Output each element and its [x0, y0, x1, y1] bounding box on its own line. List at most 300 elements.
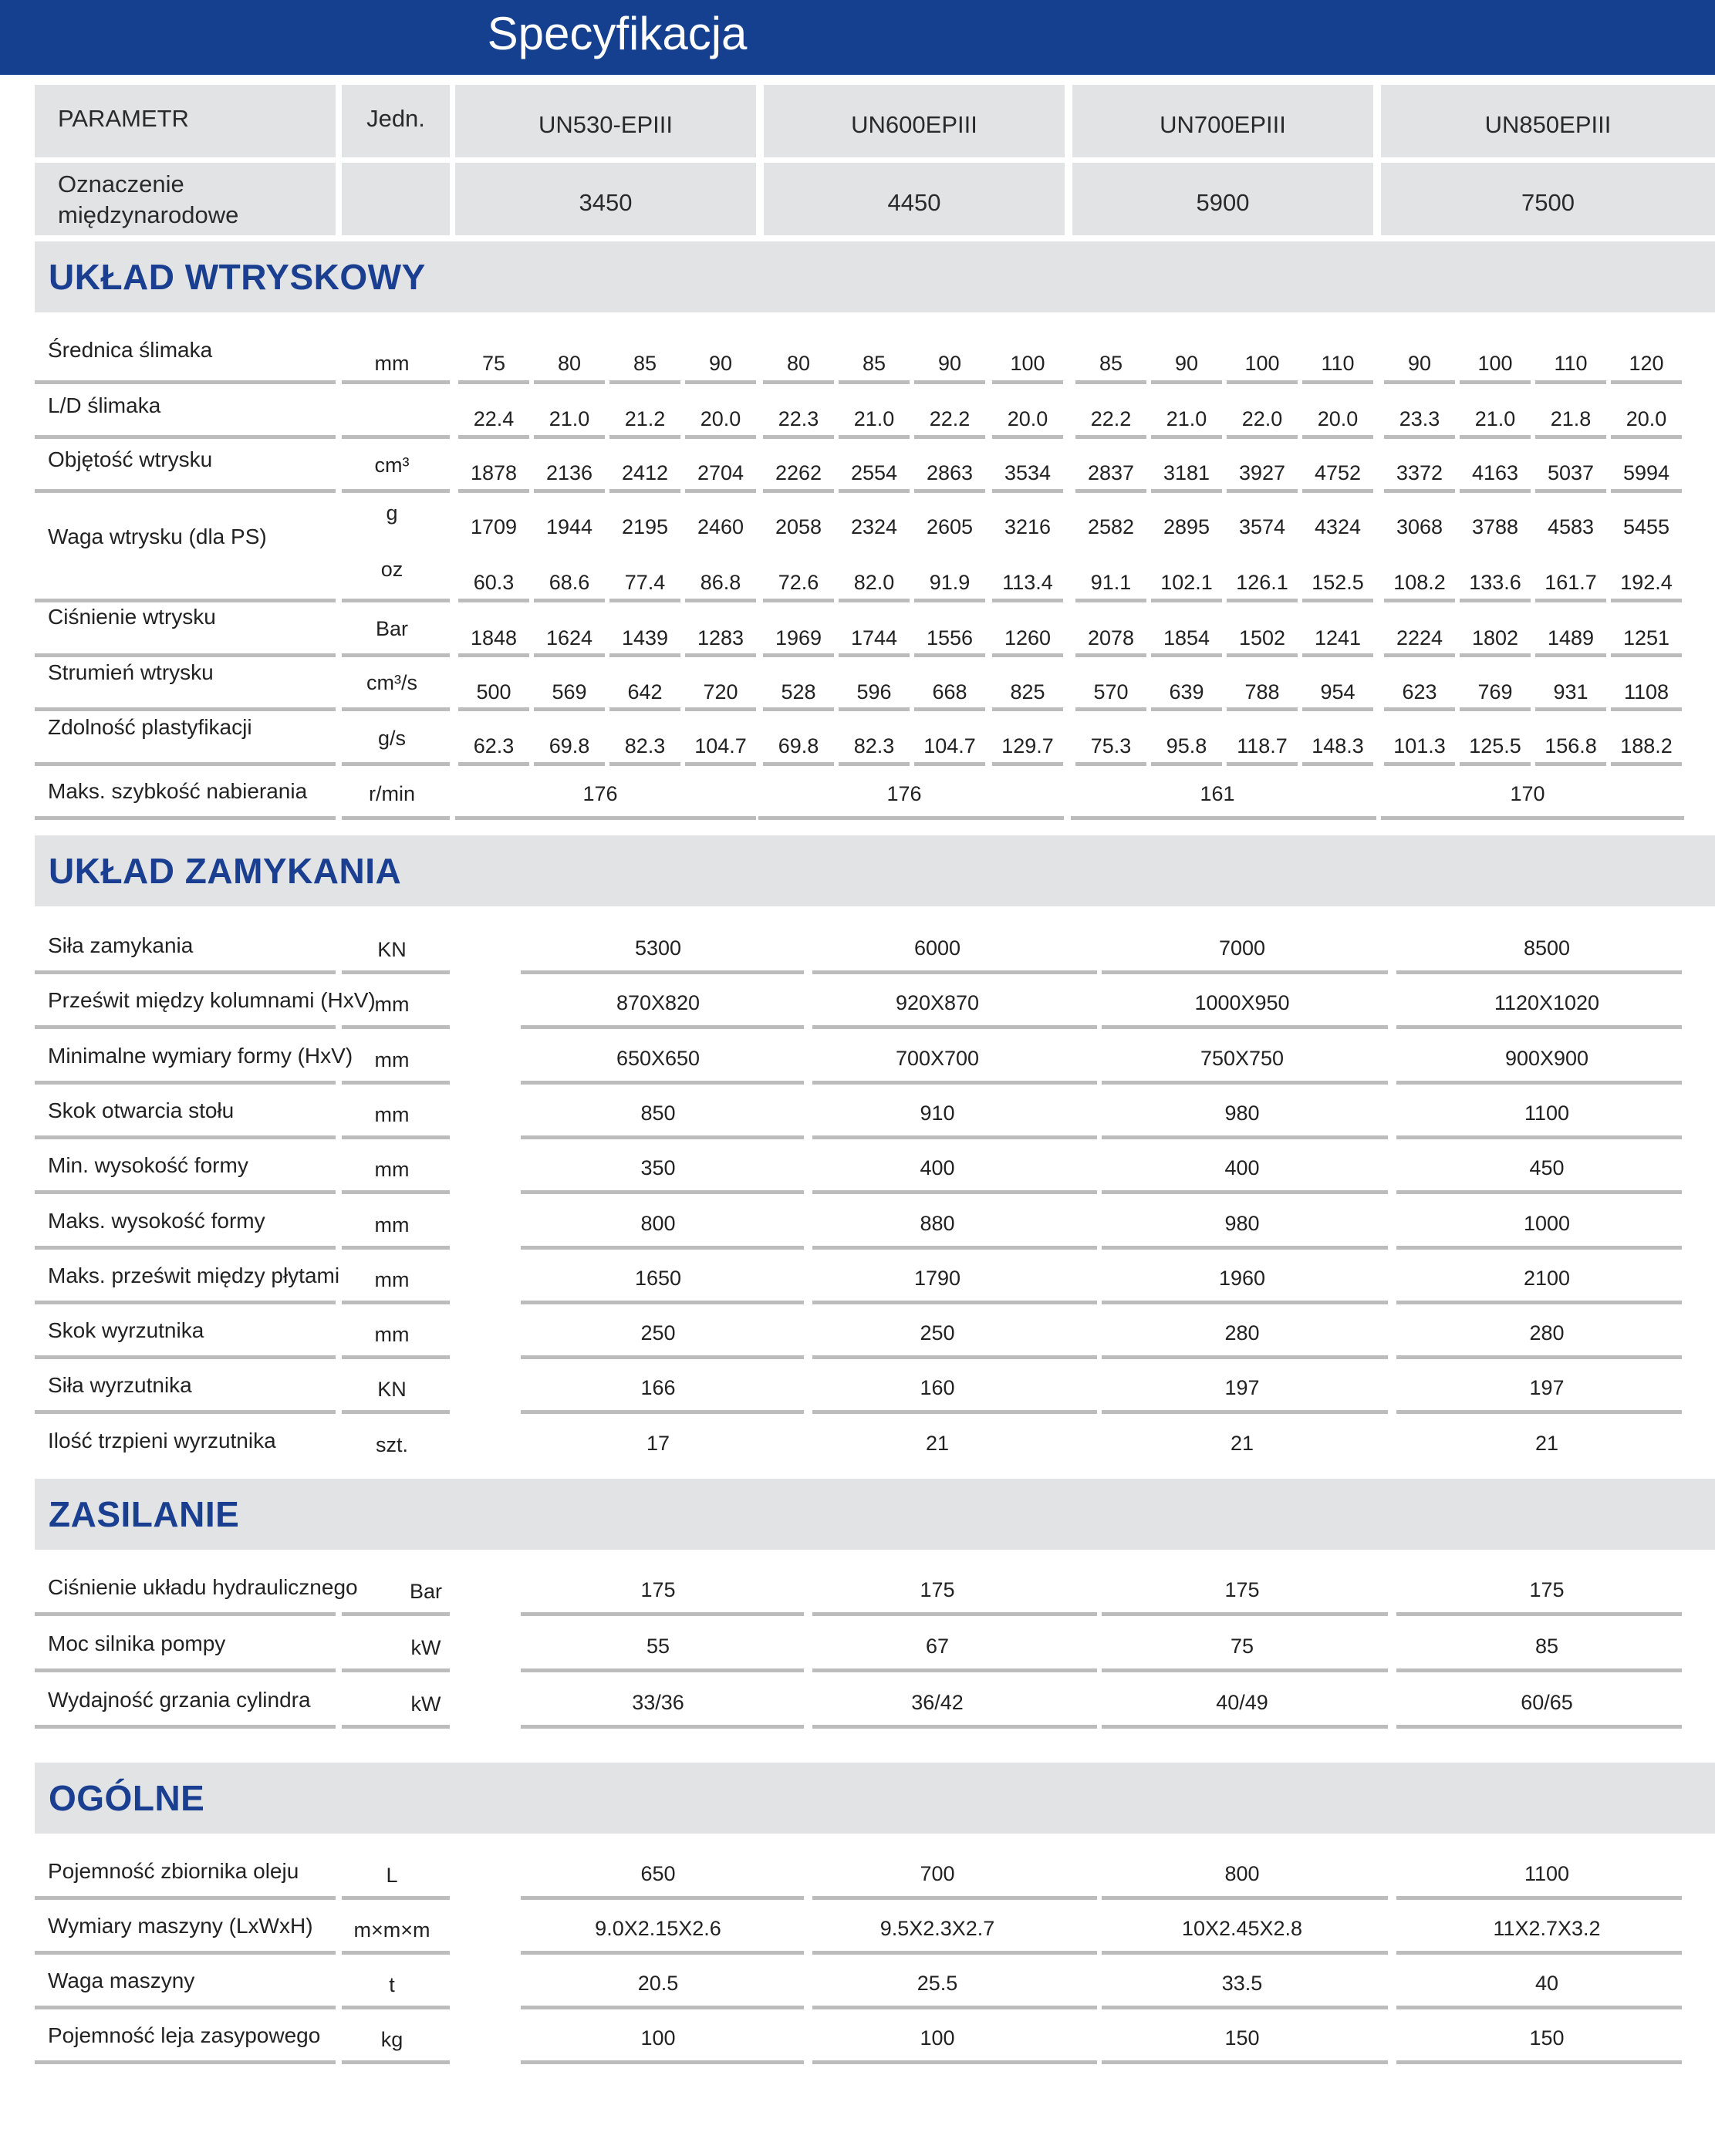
- row-divider: [1102, 1135, 1388, 1139]
- row-divider: [812, 1668, 1097, 1672]
- value-cell: 1283: [697, 626, 744, 649]
- row-label: L/D ślimaka: [48, 393, 161, 417]
- value-cell: 250: [920, 1321, 955, 1345]
- value-cell: 1100: [1524, 1862, 1570, 1885]
- row-unit: g: [386, 501, 398, 525]
- value-cell: 2058: [775, 515, 822, 538]
- value-cell: 2895: [1163, 515, 1210, 538]
- row-unit: cm³/s: [366, 671, 417, 694]
- row-divider: [1611, 489, 1682, 493]
- row-divider: [342, 816, 450, 820]
- row-divider: [521, 1896, 804, 1900]
- row-divider: [455, 816, 756, 820]
- value-cell: 800: [1224, 1862, 1260, 1885]
- value-cell: 21.0: [1474, 407, 1516, 430]
- row-divider: [35, 1246, 336, 1250]
- row-divider: [1075, 489, 1146, 493]
- row-divider: [1611, 653, 1682, 657]
- value-cell: 3181: [1163, 461, 1210, 484]
- row-unit: Bar: [375, 617, 409, 640]
- value-cell: 21.0: [853, 407, 895, 430]
- row-divider: [35, 435, 336, 439]
- row-divider: [1227, 653, 1298, 657]
- row-divider: [812, 970, 1097, 974]
- row-divider: [1535, 762, 1606, 766]
- row-divider: [1396, 1896, 1682, 1900]
- value-cell: 870X820: [616, 991, 701, 1015]
- section-title: OGÓLNE: [49, 1778, 205, 1818]
- value-cell: 9.0X2.15X2.6: [595, 1917, 721, 1940]
- row-divider: [1460, 762, 1531, 766]
- row-unit: mm: [374, 993, 410, 1017]
- value-cell: 118.7: [1237, 734, 1288, 757]
- row-divider: [521, 1025, 804, 1029]
- value-cell: 250: [640, 1321, 676, 1345]
- row-divider: [1102, 1246, 1388, 1250]
- value-cell: 161.7: [1545, 571, 1597, 594]
- value-cell: 2582: [1087, 515, 1135, 538]
- value-cell: 6000: [913, 936, 961, 960]
- row-divider: [812, 1246, 1097, 1250]
- row-label: Ciśnienie wtrysku: [48, 605, 216, 629]
- value-cell: 150: [1529, 2026, 1565, 2050]
- row-divider: [1151, 599, 1222, 602]
- value-cell: 1489: [1547, 626, 1595, 649]
- row-unit: mm: [374, 1267, 410, 1291]
- row-divider: [914, 380, 985, 384]
- value-cell: 1848: [470, 626, 518, 649]
- value-cell: 125.5: [1469, 734, 1521, 757]
- row-divider: [1611, 599, 1682, 602]
- value-cell: 150: [1224, 2026, 1260, 2050]
- row-divider: [812, 1896, 1097, 1900]
- row-unit: szt.: [375, 1432, 408, 1456]
- row-divider: [342, 1246, 450, 1250]
- row-divider: [1384, 762, 1455, 766]
- row-divider: [342, 1190, 450, 1194]
- row-divider: [534, 489, 605, 493]
- row-unit: mm: [374, 1323, 410, 1347]
- value-cell: 2262: [775, 461, 822, 484]
- row-divider: [992, 707, 1063, 711]
- value-cell: 2863: [926, 461, 974, 484]
- value-cell: 650: [640, 1862, 676, 1885]
- value-cell: 4583: [1547, 515, 1595, 538]
- value-cell: 1108: [1623, 680, 1669, 703]
- row-divider: [1102, 1668, 1388, 1672]
- model-name: UN700EPIII: [1072, 85, 1373, 157]
- row-divider: [1611, 707, 1682, 711]
- row-divider: [521, 1725, 804, 1729]
- row-unit: r/min: [369, 782, 415, 805]
- value-cell: 22.2: [929, 407, 971, 430]
- row-divider: [35, 599, 336, 602]
- row-divider: [839, 435, 910, 439]
- row-divider: [1396, 970, 1682, 974]
- row-divider: [1535, 489, 1606, 493]
- value-cell: 1000X950: [1194, 991, 1290, 1015]
- value-cell: 20.0: [1317, 407, 1359, 430]
- row-unit: mm: [374, 1048, 410, 1071]
- row-unit: mm: [374, 1102, 410, 1126]
- row-divider: [1227, 435, 1298, 439]
- value-cell: 77.4: [624, 571, 666, 594]
- row-divider: [521, 2006, 804, 2009]
- row-divider: [763, 762, 834, 766]
- row-divider: [763, 653, 834, 657]
- row-label: Ciśnienie układu hydraulicznego: [48, 1575, 358, 1599]
- row-divider: [763, 707, 834, 711]
- row-divider: [521, 1135, 804, 1139]
- value-cell: 17: [646, 1431, 670, 1455]
- row-label: Moc silnika pompy: [48, 1631, 226, 1655]
- value-cell: 175: [1529, 1578, 1565, 1601]
- row-label: Objętość wtrysku: [48, 447, 213, 471]
- row-divider: [534, 707, 605, 711]
- row-divider: [1535, 653, 1606, 657]
- row-divider: [458, 653, 529, 657]
- row-divider: [342, 380, 450, 384]
- value-cell: 113.4: [1002, 571, 1053, 594]
- row-label: Maks. wysokość formy: [48, 1208, 265, 1233]
- row-divider: [1384, 653, 1455, 657]
- value-cell: 85: [862, 352, 886, 375]
- row-divider: [1396, 1410, 1682, 1414]
- row-divider: [1396, 1190, 1682, 1194]
- row-divider: [1460, 435, 1531, 439]
- value-cell: 1944: [545, 515, 593, 538]
- row-label: Siła zamykania: [48, 933, 194, 957]
- value-cell: 72.6: [778, 571, 819, 594]
- row-divider: [812, 1410, 1097, 1414]
- row-divider: [35, 489, 336, 493]
- row-divider: [534, 599, 605, 602]
- row-divider: [1075, 435, 1146, 439]
- row-divider: [521, 1081, 804, 1085]
- value-cell: 21.0: [549, 407, 590, 430]
- row-divider: [763, 380, 834, 384]
- row-divider: [1227, 380, 1298, 384]
- value-cell: 21: [925, 1431, 950, 1455]
- row-divider: [35, 653, 336, 657]
- value-cell: 104.7: [923, 734, 976, 757]
- value-cell: 2136: [545, 461, 593, 484]
- value-cell: 148.3: [1312, 734, 1364, 757]
- row-divider: [839, 380, 910, 384]
- value-cell: 280: [1224, 1321, 1260, 1345]
- value-cell: 400: [1224, 1156, 1260, 1180]
- row-divider: [1151, 707, 1222, 711]
- row-divider: [812, 1025, 1097, 1029]
- model-name: UN600EPIII: [764, 85, 1065, 157]
- row-divider: [1535, 435, 1606, 439]
- row-divider: [342, 599, 450, 602]
- row-divider: [685, 762, 756, 766]
- row-divider: [812, 1081, 1097, 1085]
- row-divider: [914, 599, 985, 602]
- row-unit: t: [389, 1973, 395, 1996]
- value-cell: 1960: [1218, 1266, 1266, 1290]
- value-cell: 1650: [634, 1266, 682, 1290]
- row-divider: [35, 816, 336, 820]
- value-cell: 25.5: [917, 1972, 958, 1995]
- row-divider: [992, 435, 1063, 439]
- value-cell: 700X700: [895, 1046, 980, 1070]
- row-divider: [521, 2060, 804, 2064]
- intl-code: 4450: [764, 163, 1065, 235]
- value-cell: 1502: [1238, 626, 1286, 649]
- value-cell: 104.7: [694, 734, 747, 757]
- row-divider: [812, 1355, 1097, 1359]
- row-divider: [342, 1951, 450, 1955]
- value-cell: 176: [886, 782, 922, 805]
- row-divider: [1384, 435, 1455, 439]
- section-header-general: [35, 1763, 1715, 1834]
- value-cell: 1969: [775, 626, 822, 649]
- row-divider: [1102, 970, 1388, 974]
- row-divider: [685, 653, 756, 657]
- row-label: Maks. szybkość nabierania: [48, 779, 308, 803]
- value-cell: 197: [1529, 1376, 1565, 1400]
- row-divider: [521, 1410, 804, 1414]
- value-cell: 7000: [1218, 936, 1266, 960]
- row-divider: [839, 653, 910, 657]
- row-divider: [812, 1725, 1097, 1729]
- row-divider: [1384, 380, 1455, 384]
- value-cell: 954: [1320, 680, 1355, 703]
- row-unit: Bar: [409, 1580, 443, 1603]
- row-divider: [342, 762, 450, 766]
- row-divider: [342, 1355, 450, 1359]
- row-divider: [458, 707, 529, 711]
- row-divider: [342, 489, 450, 493]
- row-divider: [1102, 1725, 1388, 1729]
- row-unit: mm: [374, 1158, 410, 1182]
- row-divider: [1071, 816, 1376, 820]
- row-divider: [1302, 653, 1373, 657]
- row-divider: [609, 489, 680, 493]
- value-cell: 82.3: [853, 734, 895, 757]
- section-title: UKŁAD WTRYSKOWY: [49, 257, 426, 297]
- row-divider: [1227, 762, 1298, 766]
- value-cell: 67: [925, 1635, 950, 1658]
- row-divider: [839, 707, 910, 711]
- value-cell: 900X900: [1504, 1046, 1589, 1070]
- row-label: Skok wyrzutnika: [48, 1318, 204, 1343]
- row-divider: [1396, 1668, 1682, 1672]
- row-divider: [992, 380, 1063, 384]
- value-cell: 86.8: [700, 571, 741, 594]
- header-intl-label: Oznaczenie międzynarodowe: [35, 163, 336, 235]
- section-header-clamping: [35, 835, 1715, 906]
- row-divider: [342, 1081, 450, 1085]
- value-cell: 75: [481, 352, 506, 375]
- row-divider: [534, 380, 605, 384]
- row-divider: [342, 435, 450, 439]
- row-divider: [35, 1081, 336, 1085]
- section-header-injection: [35, 241, 1715, 312]
- row-unit: kg: [380, 2028, 403, 2051]
- value-cell: 700: [920, 1862, 955, 1885]
- row-divider: [914, 435, 985, 439]
- row-divider: [1460, 599, 1531, 602]
- row-divider: [35, 707, 336, 711]
- value-cell: 20.0: [700, 407, 741, 430]
- row-divider: [1302, 489, 1373, 493]
- value-cell: 825: [1010, 680, 1045, 703]
- value-cell: 82.3: [624, 734, 666, 757]
- row-divider: [1396, 2006, 1682, 2009]
- value-cell: 22.3: [778, 407, 819, 430]
- value-cell: 5037: [1547, 461, 1595, 484]
- value-cell: 36/42: [911, 1691, 964, 1714]
- row-divider: [992, 599, 1063, 602]
- row-label: Waga maszyny: [48, 1969, 195, 1992]
- row-divider: [342, 1612, 450, 1616]
- value-cell: 1251: [1622, 626, 1670, 649]
- row-label: Średnica ślimaka: [48, 338, 213, 362]
- row-divider: [458, 435, 529, 439]
- value-cell: 20.0: [1007, 407, 1048, 430]
- row-divider: [1102, 1951, 1388, 1955]
- page-title: Specyfikacja: [487, 8, 748, 59]
- value-cell: 910: [920, 1101, 955, 1125]
- row-divider: [763, 489, 834, 493]
- row-label: Ilość trzpieni wyrzutnika: [48, 1428, 276, 1453]
- row-divider: [35, 762, 336, 766]
- value-cell: 90: [708, 352, 733, 375]
- row-divider: [914, 653, 985, 657]
- value-cell: 1790: [913, 1266, 961, 1290]
- value-cell: 2412: [621, 461, 669, 484]
- value-cell: 400: [920, 1156, 955, 1180]
- row-divider: [1611, 762, 1682, 766]
- value-cell: 21: [1534, 1431, 1559, 1455]
- row-divider: [1535, 380, 1606, 384]
- row-divider: [35, 1190, 336, 1194]
- value-cell: 21.8: [1550, 407, 1592, 430]
- row-divider: [458, 380, 529, 384]
- row-divider: [609, 762, 680, 766]
- row-divider: [839, 599, 910, 602]
- value-cell: 2078: [1087, 626, 1135, 649]
- row-divider: [914, 489, 985, 493]
- value-cell: 2195: [621, 515, 669, 538]
- value-cell: 156.8: [1545, 734, 1597, 757]
- value-cell: 80: [786, 352, 811, 375]
- row-label: Skok otwarcia stołu: [48, 1098, 235, 1122]
- value-cell: 175: [920, 1578, 955, 1601]
- row-divider: [1102, 1410, 1388, 1414]
- row-divider: [914, 707, 985, 711]
- row-divider: [812, 1301, 1097, 1304]
- row-divider: [839, 762, 910, 766]
- row-divider: [1302, 435, 1373, 439]
- model-name: UN530-EPIII: [455, 85, 756, 157]
- row-divider: [1384, 489, 1455, 493]
- value-cell: 120: [1629, 352, 1664, 375]
- value-cell: 788: [1244, 680, 1280, 703]
- row-divider: [1396, 1951, 1682, 1955]
- row-divider: [342, 1410, 450, 1414]
- value-cell: 21: [1230, 1431, 1254, 1455]
- row-divider: [521, 1190, 804, 1194]
- row-divider: [609, 707, 680, 711]
- value-cell: 642: [627, 680, 663, 703]
- value-cell: 1439: [621, 626, 669, 649]
- value-cell: 62.3: [473, 734, 515, 757]
- row-divider: [342, 1668, 450, 1672]
- row-divider: [342, 1725, 450, 1729]
- value-cell: 176: [582, 782, 618, 805]
- row-divider: [1102, 1612, 1388, 1616]
- value-cell: 102.1: [1160, 571, 1213, 594]
- value-cell: 5994: [1622, 461, 1670, 484]
- value-cell: 82.0: [853, 571, 895, 594]
- value-cell: 22.4: [473, 407, 515, 430]
- row-divider: [1396, 1135, 1682, 1139]
- row-divider: [1384, 599, 1455, 602]
- value-cell: 750X750: [1200, 1046, 1285, 1070]
- row-divider: [1535, 599, 1606, 602]
- value-cell: 1260: [1004, 626, 1052, 649]
- value-cell: 1744: [850, 626, 898, 649]
- value-cell: 197: [1224, 1376, 1260, 1400]
- row-divider: [521, 1301, 804, 1304]
- value-cell: 570: [1093, 680, 1129, 703]
- value-cell: 69.8: [778, 734, 819, 757]
- row-label: Strumień wtrysku: [48, 660, 214, 684]
- row-divider: [1227, 707, 1298, 711]
- value-cell: 2100: [1523, 1266, 1571, 1290]
- row-divider: [1102, 1301, 1388, 1304]
- row-divider: [1075, 762, 1146, 766]
- value-cell: 22.2: [1090, 407, 1132, 430]
- row-label: Maks. prześwit między płytami: [48, 1263, 340, 1287]
- value-cell: 110: [1321, 352, 1355, 375]
- row-divider: [1102, 1081, 1388, 1085]
- row-divider: [521, 970, 804, 974]
- row-divider: [1396, 1025, 1682, 1029]
- row-divider: [1075, 380, 1146, 384]
- row-divider: [1396, 1301, 1682, 1304]
- row-divider: [35, 970, 336, 974]
- row-divider: [992, 489, 1063, 493]
- value-cell: 2704: [697, 461, 744, 484]
- value-cell: 2837: [1087, 461, 1135, 484]
- value-cell: 95.8: [1166, 734, 1207, 757]
- value-cell: 596: [856, 680, 892, 703]
- row-label: Pojemność leja zasypowego: [48, 2023, 321, 2047]
- row-divider: [1102, 1190, 1388, 1194]
- row-divider: [35, 1668, 336, 1672]
- row-divider: [685, 380, 756, 384]
- row-unit: m×m×m: [353, 1918, 430, 1942]
- row-divider: [342, 653, 450, 657]
- row-divider: [812, 1951, 1097, 1955]
- value-cell: 980: [1224, 1211, 1260, 1235]
- value-cell: 129.7: [1001, 734, 1054, 757]
- row-unit: kW: [410, 1636, 441, 1659]
- row-divider: [1460, 707, 1531, 711]
- value-cell: 528: [781, 680, 816, 703]
- row-label: Prześwit między kolumnami (HxV): [48, 988, 376, 1013]
- row-divider: [1102, 2006, 1388, 2009]
- row-divider: [1396, 1355, 1682, 1359]
- row-divider: [1302, 707, 1373, 711]
- value-cell: 60/65: [1521, 1691, 1573, 1714]
- row-label: Wydajność grzania cylindra: [48, 1688, 311, 1712]
